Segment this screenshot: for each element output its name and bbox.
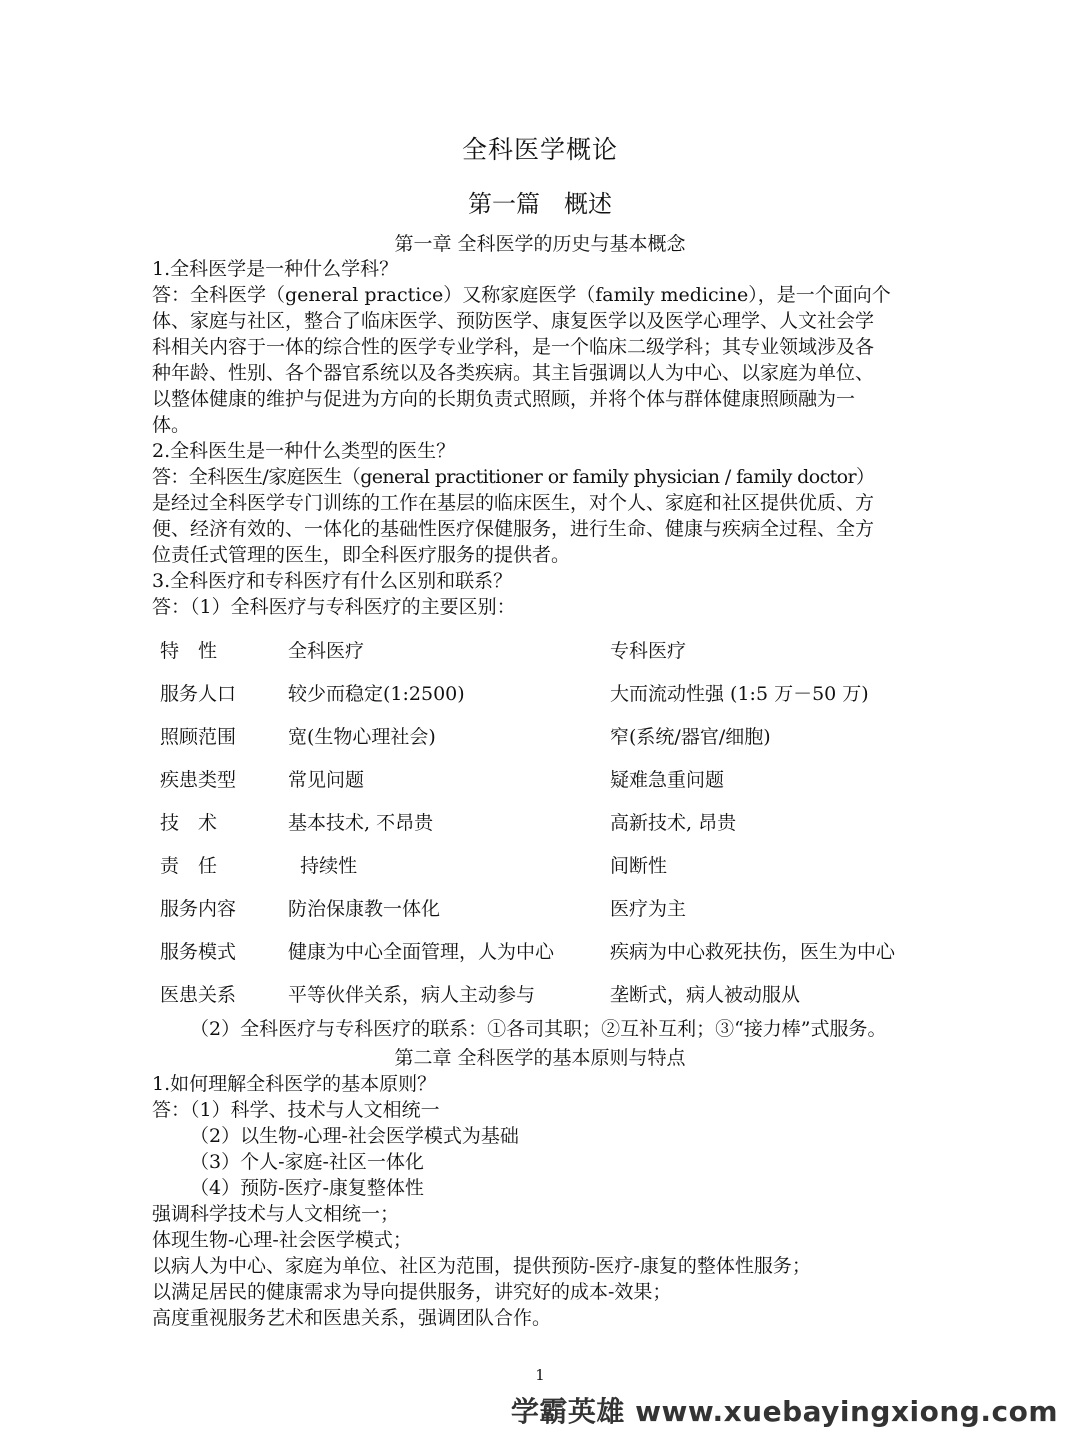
answer-c2-1-point: 以满足居民的健康需求为导向提供服务，讲究好的成本-效果；	[152, 1281, 672, 1303]
table-cell: 责 任	[160, 855, 218, 877]
answer-1-line: 科相关内容于一体的综合性的医学专业学科，是一个临床二级学科；其专业领域涉及各	[152, 336, 875, 358]
table-row	[152, 929, 940, 972]
answer-c2-1-item: （3）个人-家庭-社区一体化	[190, 1151, 424, 1173]
table-row	[152, 757, 940, 800]
table-cell: 间断性	[610, 855, 668, 877]
answer-1-line: 体。	[152, 414, 191, 436]
chapter1-heading: 第一章 全科医学的历史与基本概念	[394, 233, 686, 255]
table-cell: 医患关系	[160, 984, 237, 1006]
answer-c2-1-point: 高度重视服务艺术和医患关系，强调团队合作。	[152, 1307, 552, 1329]
page-number: 1	[535, 1366, 545, 1384]
table-cell: 较少而稳定(1:2500)	[288, 683, 465, 705]
table-header-cell: 全科医疗	[288, 640, 365, 662]
table-cell: 疑难急重问题	[610, 769, 725, 791]
answer-3-intro: 答：（1）全科医疗与专科医疗的主要区别：	[152, 596, 516, 618]
table-header-cell: 特 性	[160, 640, 218, 662]
table-cell: 服务人口	[160, 683, 237, 705]
part-heading: 第一篇 概述	[468, 190, 612, 218]
question-3: 3.全科医疗和专科医疗有什么区别和联系？	[152, 570, 513, 592]
chapter1-section-1	[152, 256, 932, 620]
answer-2-line: 便、经济有效的、一体化的基础性医疗保健服务，进行生命、健康与疾病全过程、全方	[152, 518, 875, 540]
answer-c2-1-item: （4）预防-医疗-康复整体性	[190, 1177, 424, 1199]
table-row	[152, 886, 940, 929]
table-row	[152, 714, 940, 757]
answer-2-line: 答：全科医生/家庭医生（general practitioner or family physician / family doctor）	[152, 466, 875, 488]
chapter2-section-1	[152, 1071, 932, 1331]
table-cell: 服务内容	[160, 898, 237, 920]
table-cell: 健康为中心全面管理，人为中心	[288, 941, 555, 963]
chapter2-heading: 第二章 全科医学的基本原则与特点	[394, 1047, 686, 1069]
answer-3-relation-block	[190, 1016, 950, 1042]
answer-2-line: 位责任式管理的医生，即全科医疗服务的提供者。	[152, 544, 571, 566]
site-watermark: 学霸英雄 www.xuebayingxiong.com	[510, 1395, 1058, 1428]
answer-2-line: 是经过全科医学专门训练的工作在基层的临床医生，对个人、家庭和社区提供优质、方	[152, 492, 875, 514]
question-2: 2.全科医生是一种什么类型的医生？	[152, 440, 456, 462]
table-cell: 高新技术, 昂贵	[610, 812, 737, 834]
table-cell: 持续性	[288, 855, 358, 877]
table-cell: 技 术	[160, 812, 218, 834]
table-cell: 医疗为主	[610, 898, 687, 920]
table-cell: 服务模式	[160, 941, 237, 963]
answer-c2-1-first: 答：（1）科学、技术与人文相统一	[152, 1099, 440, 1121]
table-cell: 大而流动性强 (1:5 万－50 万)	[610, 683, 869, 705]
table-row	[152, 843, 940, 886]
table-cell: 防治保康教一体化	[288, 898, 441, 920]
answer-c2-1-point: 以病人为中心、家庭为单位、社区为范围，提供预防-医疗-康复的整体性服务；	[152, 1255, 811, 1277]
answer-c2-1-point: 强调科学技术与人文相统一；	[152, 1203, 400, 1225]
answer-1-line: 体、家庭与社区，整合了临床医学、预防医学、康复医学以及医学心理学、人文社会学	[152, 310, 875, 332]
table-row	[152, 671, 940, 714]
answer-3-relation: （2）全科医疗与专科医疗的联系：①各司其职；②互补互利；③“接力棒”式服务。	[190, 1018, 887, 1040]
table-cell: 基本技术, 不昂贵	[288, 812, 434, 834]
document-title: 全科医学概论	[461, 135, 618, 164]
answer-c2-1-item: （2）以生物-心理-社会医学模式为基础	[190, 1125, 519, 1147]
answer-c2-1-point: 体现生物-心理-社会医学模式；	[152, 1229, 412, 1251]
table-cell: 平等伙伴关系，病人主动参与	[288, 984, 536, 1006]
table-cell: 照顾范围	[160, 726, 237, 748]
table-cell: 常见问题	[288, 769, 365, 791]
answer-1-line: 种年龄、性别、各个器官系统以及各类疾病。其主旨强调以人为中心、以家庭为单位、	[152, 362, 875, 384]
answer-1-line: 以整体健康的维护与促进为方向的长期负责式照顾，并将个体与群体健康照顾融为一	[152, 388, 856, 410]
table-header-row	[152, 628, 940, 671]
table-cell: 宽(生物心理社会)	[288, 726, 436, 748]
table-row	[152, 972, 940, 1015]
table-cell: 疾病为中心救死扶伤，医生为中心	[610, 941, 896, 963]
table-header-cell: 专科医疗	[610, 640, 687, 662]
table-cell: 疾患类型	[160, 769, 237, 791]
question-c2-1: 1.如何理解全科医学的基本原则？	[152, 1073, 437, 1095]
question-1: 1.全科医学是一种什么学科？	[152, 258, 399, 280]
table-cell: 垄断式，病人被动服从	[610, 984, 801, 1006]
table-row	[152, 800, 940, 843]
answer-1-line: 答：全科医学（general practice）又称家庭医学（family medicine），是一个面向个	[152, 284, 891, 306]
comparison-table	[152, 628, 940, 1015]
table-cell: 窄(系统/器官/细胞)	[610, 726, 771, 748]
